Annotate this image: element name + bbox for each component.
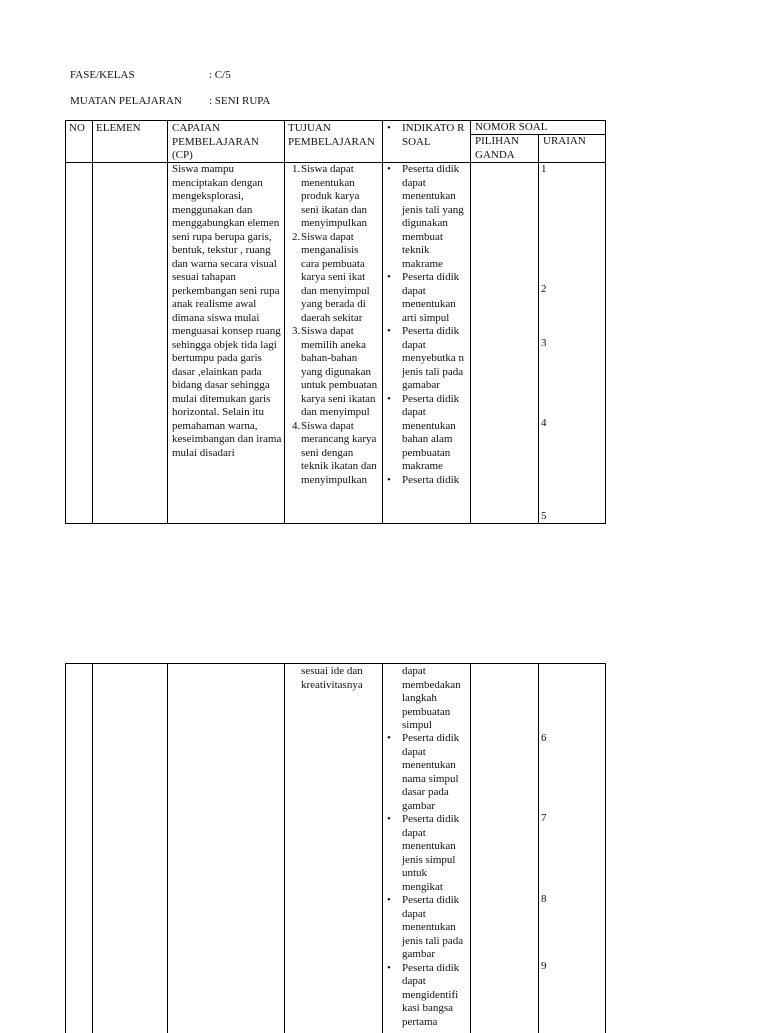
indikator-item: • Peserta didik dapat menentukan jenis tali pada gambar bbox=[385, 894, 469, 962]
indikator-item: • Peserta didik dapat mengidentifi kasi bangsa pertama bbox=[385, 962, 469, 1030]
header-uraian: URAIAN bbox=[543, 135, 586, 147]
tujuan-item-number: 3. bbox=[292, 325, 301, 337]
muatan-pelajaran-label: MUATAN PELAJARAN bbox=[70, 95, 182, 107]
indikator-item: • Peserta didik dapat menentukan jenis simpul untuk mengikat bbox=[385, 813, 469, 894]
indikator-item: • Peserta didik dapat menentukan arti simpul bbox=[385, 271, 469, 325]
tujuan-item-number: 2. bbox=[292, 230, 301, 243]
tujuan-item bbox=[292, 163, 378, 231]
tujuan-item bbox=[292, 420, 378, 488]
indikator-item: • Peserta didik dapat menentukan nama simpul dasar pada gambar bbox=[385, 732, 469, 813]
soal-number: 8 bbox=[541, 893, 547, 905]
col-divider bbox=[470, 121, 471, 523]
header-no: NO bbox=[69, 122, 85, 134]
soal-number: 2 bbox=[541, 283, 547, 295]
indikator-list bbox=[385, 163, 469, 487]
fase-kelas-line bbox=[70, 69, 231, 83]
header-tujuan: TUJUAN PEMBELAJARAN bbox=[288, 122, 375, 148]
indikator-list-continued bbox=[385, 732, 469, 1029]
col-divider bbox=[382, 121, 383, 523]
soal-number: 7 bbox=[541, 812, 547, 824]
header-indikator bbox=[385, 122, 469, 149]
soal-number: 6 bbox=[541, 732, 547, 744]
tujuan-continued: sesuai ide dan kreativitasnya bbox=[301, 665, 363, 691]
capaian-text: Siswa mampu menciptakan dengan mengeksplorasi, menggunakan dan menggabungkan elemen seni rupa berupa garis, bentuk, tekstur , ruang dan warna secara visual sesuai tahapan perkembangan seni rupa anak realisme awal dimana siswa mulai menguasai konsep ruang sehingga objek tida lagi bertumpu pada garis dasar ,elainkan pada bidang dasar sehingga mulai ditemukan garis horizontal. Selain itu pemahaman warna, keseimbangan dan irama mulai disadari bbox=[172, 163, 282, 459]
col-divider bbox=[284, 121, 285, 523]
tujuan-item-text: Siswa dapat merancang karya seni dengan teknik ikatan dan menyimpulkan bbox=[301, 419, 377, 486]
kisi-kisi-table bbox=[65, 120, 606, 524]
tujuan-item bbox=[292, 231, 378, 326]
soal-number: 5 bbox=[541, 510, 547, 522]
tujuan-item bbox=[292, 325, 378, 420]
header-pilihan-ganda: PILIHAN GANDA bbox=[475, 135, 519, 161]
indikator-continued: dapat membedakan langkah pembuatan simpul bbox=[402, 665, 461, 731]
kisi-kisi-table-continued bbox=[65, 663, 606, 1033]
tujuan-item-number: 4. bbox=[292, 419, 301, 432]
tujuan-list bbox=[292, 163, 378, 487]
indikator-item: • Peserta didik dapat menyebutka n jenis tali pada gamabar bbox=[385, 325, 469, 393]
fase-kelas-label: FASE/KELAS bbox=[70, 69, 135, 81]
tujuan-item-text: Siswa dapat memilih aneka bahan-bahan yang digunakan untuk pembuatan karya seni ikatan dan menyimpul bbox=[301, 325, 378, 418]
indikator-item: • Peserta didik dapat menentukan bahan alam pembuatan makrame bbox=[385, 393, 469, 474]
soal-number: 4 bbox=[541, 417, 547, 429]
header-nomor-soal: NOMOR SOAL bbox=[475, 121, 548, 133]
muatan-pelajaran-line bbox=[70, 95, 270, 109]
col-divider bbox=[538, 664, 539, 1033]
col-divider bbox=[167, 664, 168, 1033]
tujuan-item-number: 1. bbox=[292, 163, 301, 175]
header-elemen: ELEMEN bbox=[96, 122, 141, 134]
col-divider bbox=[92, 121, 93, 523]
tujuan-item-text: Siswa dapat menentukan produk karya seni ikatan dan menyimpulkan bbox=[301, 163, 367, 229]
indikator-item: • Peserta didik bbox=[385, 474, 469, 488]
fase-kelas-value: : C/5 bbox=[209, 69, 231, 81]
col-divider bbox=[167, 121, 168, 523]
col-divider bbox=[382, 664, 383, 1033]
col-divider bbox=[92, 664, 93, 1033]
header-indikator-text: • INDIKATO R SOAL bbox=[385, 122, 469, 149]
indikator-item: • Peserta didik dapat menentukan jenis tali yang digunakan membuat teknik makrame bbox=[385, 163, 469, 271]
col-divider bbox=[284, 664, 285, 1033]
col-divider bbox=[470, 664, 471, 1033]
col-divider bbox=[538, 134, 539, 523]
soal-number: 1 bbox=[541, 163, 547, 175]
soal-number: 9 bbox=[541, 960, 547, 972]
soal-number: 3 bbox=[541, 337, 547, 349]
header-capaian: CAPAIAN PEMBELAJARAN (CP) bbox=[172, 122, 259, 161]
tujuan-item-text: Siswa dapat menganalisis cara pembuata karya seni ikat dan menyimpul yang berada di daerah sekitar bbox=[301, 230, 370, 324]
muatan-pelajaran-value: : SENI RUPA bbox=[209, 95, 271, 107]
